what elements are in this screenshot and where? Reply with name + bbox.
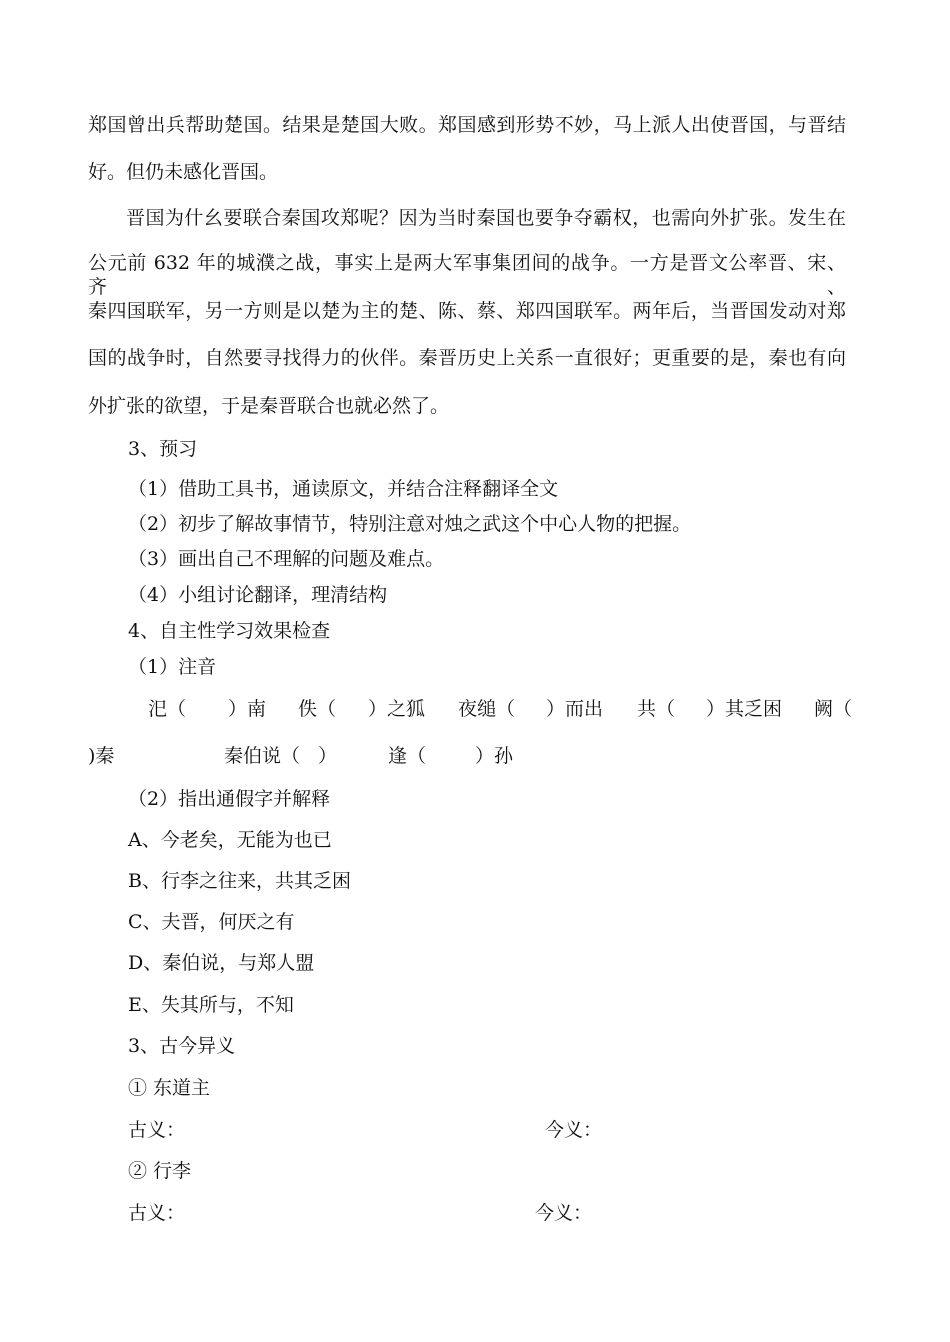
pinyin-blank-text: ）南 <box>228 698 267 720</box>
pinyin-blank-text: )秦 <box>88 745 115 767</box>
preview-item-3: （3）画出自己不理解的问题及难点。 <box>128 548 445 570</box>
pinyin-blank-text: 夜缒（ <box>458 698 516 720</box>
paragraph-2-line-2: 公元前 632 年的城濮之战，事实上是两大军事集团间的战争。一方是晋文公率晋、宋、齐、 <box>88 252 846 298</box>
tongjiazi-item-d: D、秦伯说，与郑人盟 <box>128 952 315 974</box>
pinyin-blank-text: ）孙 <box>475 745 514 767</box>
pinyin-blank-text: 汜（ <box>148 698 187 720</box>
ancient-modern-heading: 3、古今异义 <box>128 1035 236 1057</box>
term-2: ② 行李 <box>128 1160 192 1182</box>
term-1-new-label: 今义： <box>545 1119 603 1141</box>
paragraph-2-line-5: 外扩张的欲望，于是秦晋联合也就必然了。 <box>88 395 450 417</box>
tongjiazi-item-e: E、失其所与，不知 <box>128 994 294 1016</box>
pinyin-blank-text: 逢（ <box>388 745 427 767</box>
preview-item-4: （4）小组讨论翻译，理清结构 <box>128 584 388 606</box>
paragraph-2-line-1: 晋国为什幺要联合秦国攻郑呢？因为当时秦国也要争夺霸权，也需向外扩张。发生在 <box>126 207 846 229</box>
pinyin-blank-text: ）之狐 <box>368 698 426 720</box>
pinyin-blank-text: ）而出 <box>546 698 604 720</box>
pinyin-blank-text: ） <box>318 745 338 767</box>
paragraph-2-line-4: 国的战争时，自然要寻找得力的伙伴。秦晋历史上关系一直很好；更重要的是，秦也有向 <box>88 347 846 369</box>
paragraph-2-line-3: 秦四国联军，另一方则是以楚为主的楚、陈、蔡、郑四国联军。两年后，当晋国发动对郑 <box>88 300 846 322</box>
tongjiazi-item-b: B、行李之往来，共其乏困 <box>128 870 351 892</box>
pinyin-blank-text: 秦伯说（ <box>224 745 301 767</box>
term-1-old-label: 古义： <box>128 1119 186 1141</box>
section-self-check-heading: 4、自主性学习效果检查 <box>128 620 331 642</box>
term-2-new-label: 今义： <box>535 1202 593 1224</box>
pronunciation-subheading: （1）注音 <box>128 656 217 678</box>
pinyin-blank-text: 佚（ <box>298 698 337 720</box>
preview-item-2: （2）初步了解故事情节，特别注意对烛之武这个中心人物的把握。 <box>128 513 692 535</box>
pinyin-blank-text: 阙（ <box>814 698 853 720</box>
tongjiazi-item-c: C、夫晋，何厌之有 <box>128 911 295 933</box>
section-preview-heading: 3、预习 <box>128 438 198 460</box>
pinyin-blank-text: ）其乏困 <box>706 698 783 720</box>
term-1: ① 东道主 <box>128 1077 211 1099</box>
preview-item-1: （1）借助工具书，通读原文，并结合注释翻译全文 <box>128 478 559 500</box>
term-2-old-label: 古义： <box>128 1202 186 1224</box>
tongjiazi-item-a: A、今老矣，无能为也已 <box>128 829 332 851</box>
paragraph-1-line-2: 好。但仍未感化晋国。 <box>88 161 279 183</box>
paragraph-1-line-1: 郑国曾出兵帮助楚国。结果是楚国大败。郑国感到形势不妙，马上派人出使晋国，与晋结 <box>88 114 846 136</box>
pinyin-blank-text: 共（ <box>637 698 676 720</box>
tongjiazi-subheading: （2）指出通假字并解释 <box>128 788 331 810</box>
